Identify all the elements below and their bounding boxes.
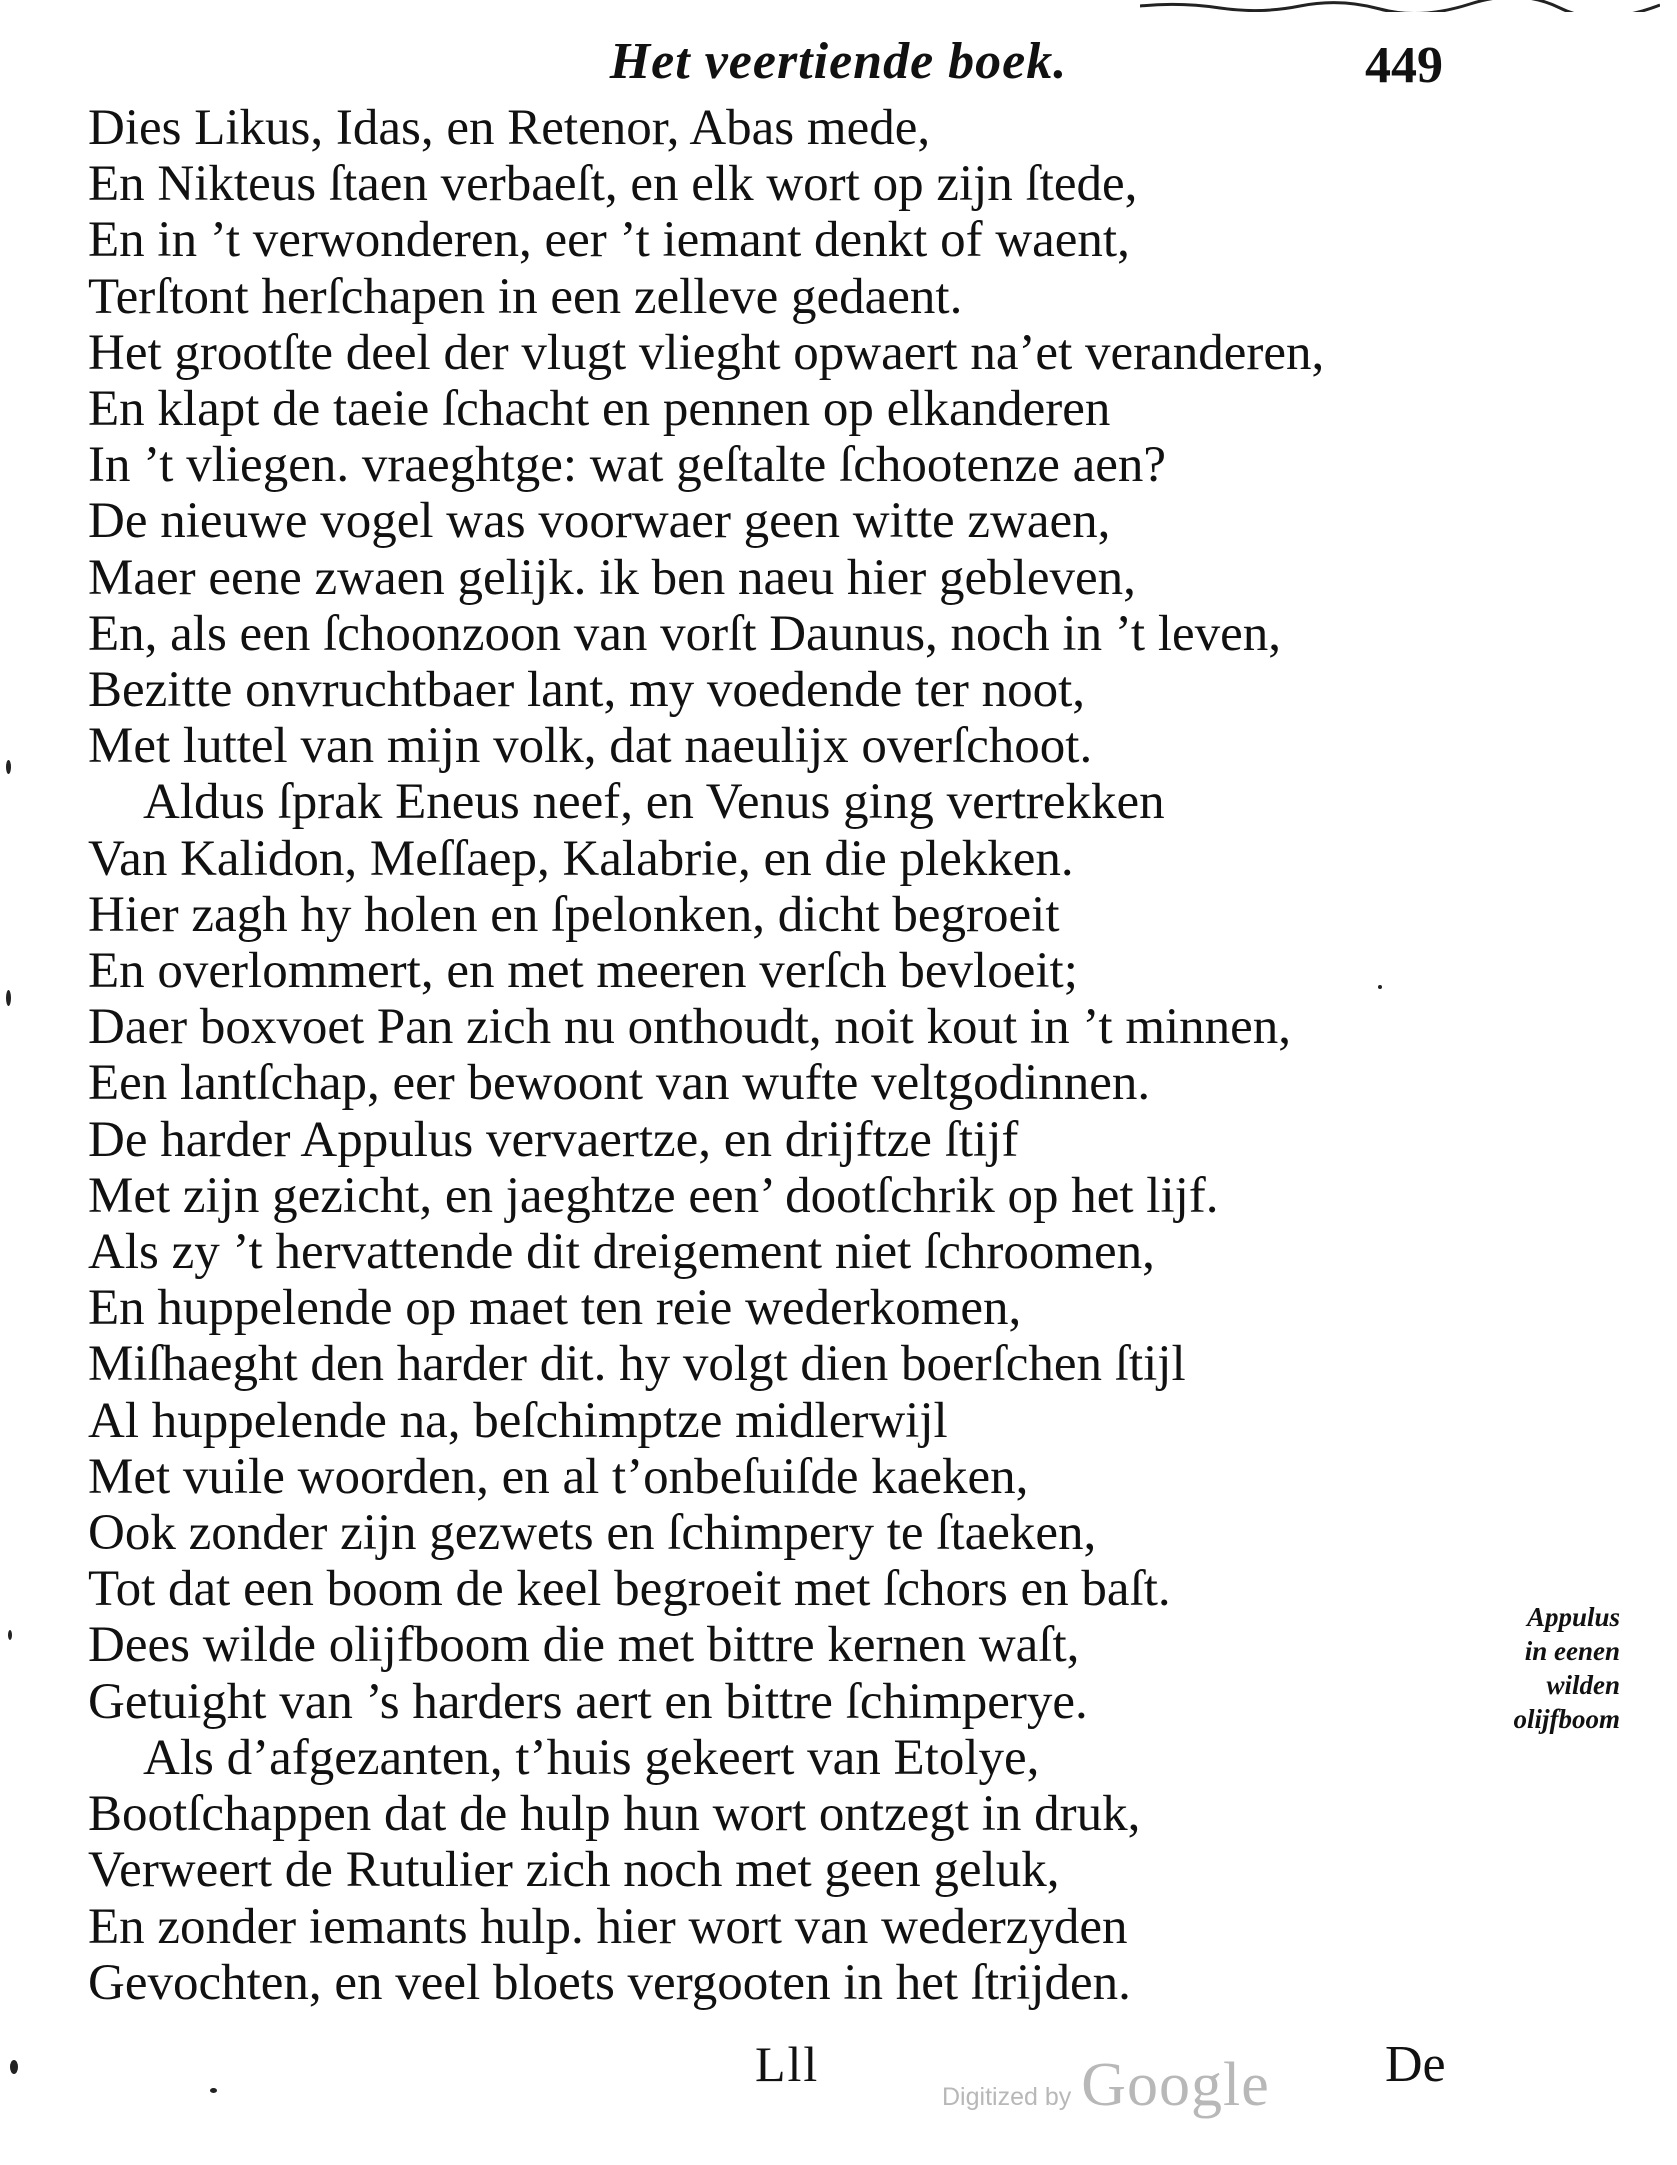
running-title: Het veertiende boek. — [609, 33, 1068, 90]
verse-line: Gevochten, en veel bloets vergooten in het ſtrijden. — [88, 1954, 1131, 2011]
margin-note-line: in eenen — [1524, 1636, 1620, 1666]
verse-line: Daer boxvoet Pan zich nu onthoudt, noit kout in ’t minnen, — [88, 999, 1292, 1056]
watermark-brand: Google — [1081, 2051, 1270, 2119]
verse-line: En overlommert, en met meeren verſch bevloeit; — [88, 943, 1078, 1000]
verse-line: Met luttel van mijn volk, dat naeulijx overſchoot. — [88, 718, 1093, 775]
verse-line: Tot dat een boom de keel begroeit met ſchors en baſt. — [88, 1561, 1171, 1618]
catchword: De — [1385, 2036, 1446, 2093]
verse-line: Maer eene zwaen gelijk. ik ben naeu hier gebleven, — [88, 549, 1136, 606]
margin-note-line: wilden — [1546, 1670, 1620, 1700]
verse-line: Met zijn gezicht, en jaeghtze een’ dootſchrik op het lijf. — [88, 1167, 1219, 1224]
verse-line: Als d’afgezanten, t’huis gekeert van Etolye, — [143, 1729, 1040, 1786]
page-number: 449 — [1365, 37, 1443, 94]
verse-line: En, als een ſchoonzoon van vorſt Daunus, noch in ’t leven, — [88, 605, 1282, 662]
watermark-prefix: Digitized by — [942, 2083, 1072, 2111]
verse-line: Aldus ſprak Eneus neef, en Venus ging vertrekken — [143, 774, 1165, 831]
verse-line: Dees wilde olijfboom die met bittre kernen waſt, — [88, 1617, 1080, 1674]
verse-line: Al huppelende na, beſchimptze midlerwijl — [88, 1392, 948, 1449]
ink-speck — [10, 2060, 18, 2074]
verse-line: In ’t vliegen. vraeghtge: wat geſtalte ſchootenze aen? — [88, 437, 1167, 494]
verse-line: En Nikteus ſtaen verbaeſt, en elk wort op zijn ſtede, — [88, 156, 1138, 213]
verse-line: Bezitte onvruchtbaer lant, my voedende ter noot, — [88, 662, 1085, 719]
verse-line: Als zy ’t hervattende dit dreigement niet ſchroomen, — [88, 1224, 1155, 1281]
verse-line: Ook zonder zijn gezwets en ſchimpery te ſtaeken, — [88, 1505, 1097, 1562]
verse-line: Met vuile woorden, en al t’onbeſuiſde kaeken, — [88, 1448, 1029, 1505]
verse-line: Van Kalidon, Meſſaep, Kalabrie, en die plekken. — [88, 830, 1074, 887]
verse-line: De nieuwe vogel was voorwaer geen witte zwaen, — [88, 493, 1111, 550]
ink-speck — [6, 990, 11, 1006]
verse-line: Bootſchappen dat de hulp hun wort ontzegt in druk, — [88, 1786, 1141, 1843]
verse-line: Getuight van ’s harders aert en bittre ſchimperye. — [88, 1673, 1088, 1730]
verse-line: En zonder iemants hulp. hier wort van wederzyden — [88, 1898, 1128, 1955]
verse-line: Verweert de Rutulier zich noch met geen geluk, — [88, 1842, 1060, 1899]
verse-line: En in ’t verwonderen, eer ’t iemant denkt of waent, — [88, 212, 1130, 269]
margin-note-line: Appulus — [1526, 1602, 1620, 1632]
ink-speck — [1378, 985, 1382, 989]
margin-note-line: olijfboom — [1513, 1704, 1620, 1734]
ink-speck — [6, 760, 11, 774]
top-edge-ink-marks — [1140, 0, 1660, 12]
verse-line: Het grootſte deel der vlugt vlieght opwaert na’et veranderen, — [88, 324, 1325, 381]
digitized-watermark — [942, 2050, 1270, 2121]
verse-line: En klapt de taeie ſchacht en pennen op elkanderen — [88, 381, 1111, 438]
verse-line: Terſtont herſchapen in een zelleve gedaent. — [88, 268, 963, 325]
signature-mark: Lll — [755, 2036, 820, 2092]
verse-line: Hier zagh hy holen en ſpelonken, dicht begroeit — [88, 886, 1060, 943]
ink-speck — [210, 2088, 217, 2093]
poem-text — [88, 100, 1468, 2011]
verse-line: De harder Appulus vervaertze, en drijftze ſtijf — [88, 1111, 1019, 1168]
verse-line: Dies Likus, Idas, en Retenor, Abas mede, — [88, 100, 931, 156]
verse-line: Miſhaeght den harder dit. hy volgt dien boerſchen ſtijl — [88, 1336, 1186, 1393]
verse-line: Een lantſchap, eer bewoont van wufte veltgodinnen. — [88, 1055, 1151, 1112]
ink-speck — [8, 1630, 12, 1640]
margin-note — [1460, 1600, 1620, 1736]
verse-line: En huppelende op maet ten reie wederkomen, — [88, 1280, 1022, 1337]
